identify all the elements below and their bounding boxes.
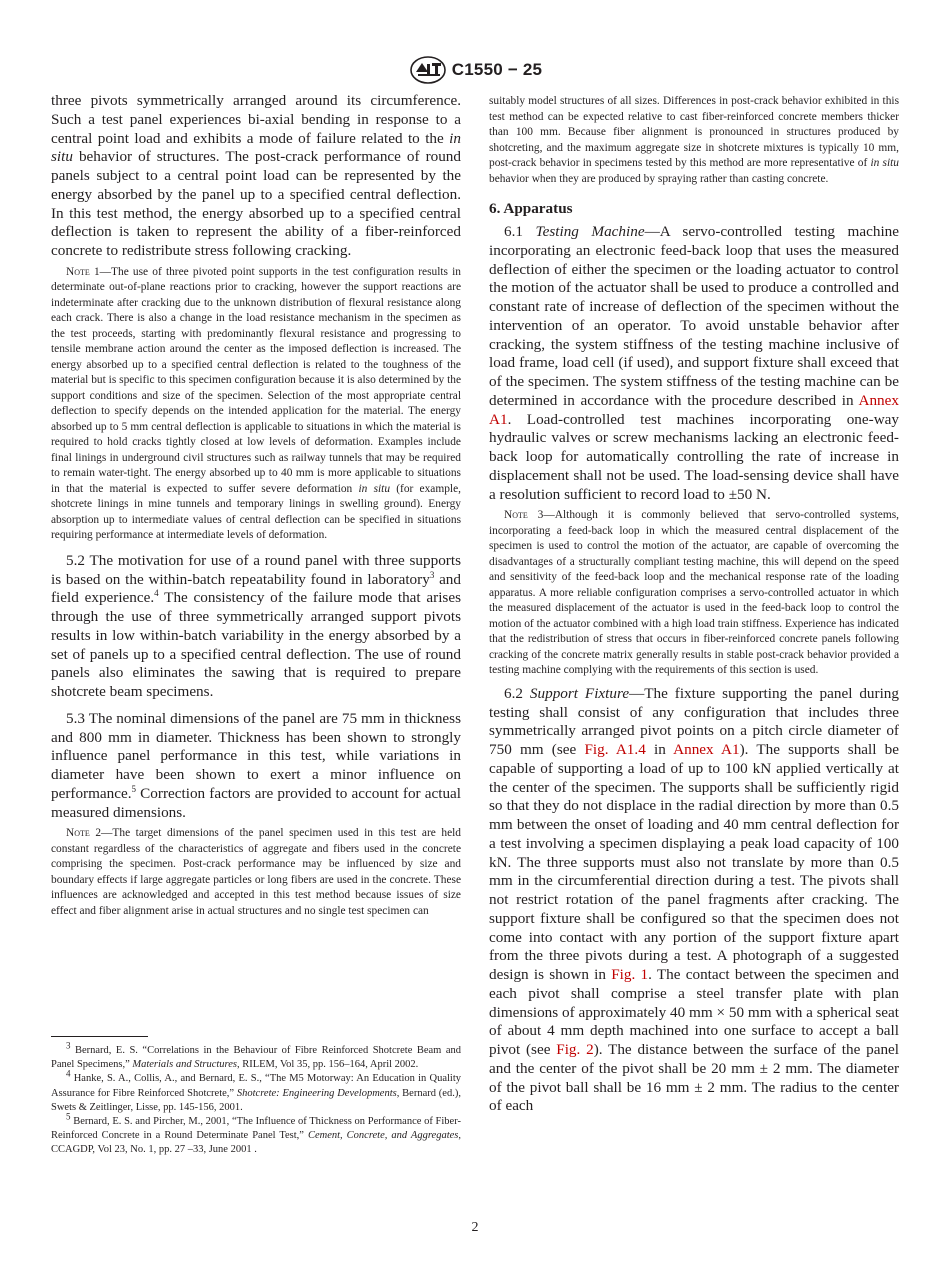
astm-logo-icon	[408, 55, 448, 85]
note-3: Note 3—Although it is commonly believed that servo-controlled systems, incorporating a feed-back loop in which the measured central displacement of the specimen is used to control the motion of the actuator, are capable of overcoming the disadvantages of a structurally compliant testing machine, this will depend on the speed and sensitivity of the feed-back loop and the mechanical response rate of the loading apparatus. A more reliable configuration comprises a servo-controlled actuator in which the measured displacement of the actuator is used in the feed-back loop to control the motion of the actuator combined with a high load train stiffness. Experience has indicated that the redistribution of stress that occurs in fiber-reinforced concrete panels following cracking of the concrete matrix generally results in stable post-crack behavior provided a testing machine complying with the requirements of this section is used.	[489, 509, 899, 677]
annex-a1-link[interactable]: Annex A1	[489, 391, 899, 428]
page-header	[0, 54, 950, 86]
section-6-heading: 6. Apparatus	[489, 200, 573, 217]
section-5-2: 5.2 The motivation for use of a round panel with three supports is based on the within-batch repeatability found in laboratory$^3$ and field experience.$^4$ The consistency of the failure mode that arises through the use of three symmetrically arranged support pivots results in low within-batch variability in the energy absorbed by a set of panels up to a specified central deflection. The use of round panels also eliminates the sawing that is required to prepare shotcrete beam specimens.	[51, 551, 461, 700]
right-column	[489, 94, 899, 1116]
footnote-4: $^4$ Hanke, S. A., Collis, A., and Bernard, E. S., “The M5 Motorway: An Education in Quality Assurance for Fibre Reinforced Shotcrete,” Shotcrete: Engineering Developments, Bernard (ed.), Swets & Zeitlinger, Lisse, pp. 145-156, 2001.	[51, 1068, 461, 1113]
note-1: Note 1—The use of three pivoted point supports in the test configuration results in determinate out-of-plane reactions prior to cracking, however the support reactions are indeterminate after cracking due to the unknown distribution of flexural resistance along each crack. There is also a change in the load resistance mechanism in the specimen as the test proceeds, starting with predominantly flexural resistance and progressing to tensile membrane action around the center as the imposed deflection is increased. The energy absorbed up to a specified central deflection is related to the toughness of the material but is specific to this specimen configuration because it is also determined by the support conditions and size of the specimen. Selection of the most appropriate central deflection to specify depends on the intended application for the material. The energy absorbed up to 5 mm central deflection is applicable to situations in which the material is required to hold cracks tightly closed at low levels of deformation. Examples include final linings in underground civil structures such as railway tunnels that may be required to remain water-tight. The energy absorbed up to 40 mm is more applicable to situations in that the material is expected to suffer severe deformation in situ (for example, shotcrete linings in mine tunnels and temporary linings in swelling ground). Energy absorption up to intermediate values of central deflection can be specified in situations requiring performance at intermediate levels of deformation.	[51, 265, 462, 542]
section-5-3: 5.3 The nominal dimensions of the panel are 75 mm in thickness and 800 mm in diameter. Thickness has been shown to strongly influence panel performance in this test, while variations in diameter have been shown to exert a minor influence on performance.$^5$ Correction factors are provided to account for actual measured dimensions.	[51, 709, 461, 821]
section-6-2: 6.2 Support Fixture—The fixture supporting the panel during testing shall consist of any configuration that includes three symmetrically arranged pivot points on a pitch circle diameter of 750 mm (see Fig. A1.4 in Annex A1). The supports shall be capable of supporting a load of up to 100 kN applied vertically at the center of the specimen. The supports shall be sufficiently rigid so that they do not displace in the radial direction by more than 0.5 mm between the onset of loading and 40 mm central deflection for a test involving a specimen displaying a peak load capacity of 100 kN. The three supports must also not translate by more than 0.5 mm in the circumferential direction during a test. The pivots shall not restrict rotation of the panel fragments after cracking. The support fixture shall be configured so that the specimen does not come into contact with any portion of the support fixture apart from the three pivots during a test. A photograph of a suggested design is shown in Fig. 1. The contact between the specimen and each pivot shall comprise a steel transfer plate with plan dimensions of approximately 40 mm × 50 mm with a spherical seat of about 4 mm depth machined into one surface to accept a ball pivot (see Fig. 2). The distance between the surface of the panel and the center of the pivot shall be 20 mm ± 2 mm. The diameter of the pivot ball shall be 16 mm ± 2 mm. The radius to the center of each	[489, 684, 900, 1115]
fig-1-link[interactable]: Fig. 1	[611, 966, 649, 983]
footnote-3: $^3$ Bernard, E. S. “Correlations in the Behaviour of Fibre Reinforced Shotcrete Beam and Panel Specimens,” Materials and Structures, RILEM, Vol 35, pp. 156–164, April 2002.	[51, 1040, 461, 1071]
note-2-continued: suitably model structures of all sizes. Differences in post-crack behavior exhibited in this test method can be expected relative to cast fiber-reinforced concrete members thicker than 100 mm. Because fiber alignment is pronounced in structures produced by shotcreting, and the maximum aggregate size in shotcrete mixtures is typically 10 mm, post-crack behavior in specimens tested by this method are more representative of in situ behavior when they are produced by spraying rather than casting concrete.	[489, 95, 900, 185]
note-2: Note 2—The target dimensions of the panel specimen used in this test are held constant regardless of the characteristics of aggregate and fibers used in the concrete comprising the specimen. Post-crack performance may be influenced by size and boundary effects if large aggregate particles or long fibers are used in the concrete. These influences are acknowledged and accepted in this test method because issues of size effect and fiber alignment arise in actual structures and no single test specimen can	[51, 827, 461, 917]
fig-a1-4-link[interactable]: Fig. A1.4	[584, 741, 646, 758]
intro-paragraph: three pivots symmetrically arranged around its circumference. Such a test panel experiences bi-axial bending in response to a central point load and exhibits a mode of failure related to the in situ behavior of structures. The post-crack performance of round panels subject to a central point load can be represented by the energy absorbed by the panel up to a specified central deflection. In this test method, the energy absorbed up to a specified central deflection is taken to represent the ability of a fiber-reinforced concrete to redistribute stress following cracking.	[51, 92, 461, 259]
left-column	[51, 92, 461, 919]
fig-2-link[interactable]: Fig. 2	[556, 1041, 594, 1058]
page-number: 2	[471, 1220, 479, 1235]
section-6-1: 6.1 Testing Machine—A servo-controlled testing machine incorporating an electronic feed-back loop that uses the measured deflection of either the specimen or the loading actuator to control the motion of the actuator shall be used to produce a controlled and constant rate of increase of deflection of the specimen without the intervention of an operator. To avoid unstable behavior after cracking, the system stiffness of the testing machine inclusive of load frame, load cell (if used), and support fixture shall exceed that of the specimen. The system stiffness of the testing machine can be determined in accordance with the procedure described in Annex A1. Load-controlled test machines incorporating one-way hydraulic valves or screw mechanisms lacking an electronic feed-back loop for automatically controlling the rate of increase in displacement shall not be used. The load-sensing device shall have a resolution sufficient to record load to ±50 N.	[489, 223, 899, 503]
footnotes	[51, 1040, 461, 1158]
footnote-5: $^5$ Bernard, E. S. and Pircher, M., 2001, “The Influence of Thickness on Performance of Fiber-Reinforced Concrete in a Round Determinate Panel Test,” Cement, Concrete, and Aggregates, CCAGDP, Vol 23, No. 1, pp. 27 –33, June 2001 .	[51, 1111, 461, 1156]
annex-a1-link-2[interactable]: Annex A1	[673, 741, 740, 758]
footnote-divider	[51, 1036, 148, 1037]
standard-designation: C1550 − 25	[451, 60, 543, 79]
